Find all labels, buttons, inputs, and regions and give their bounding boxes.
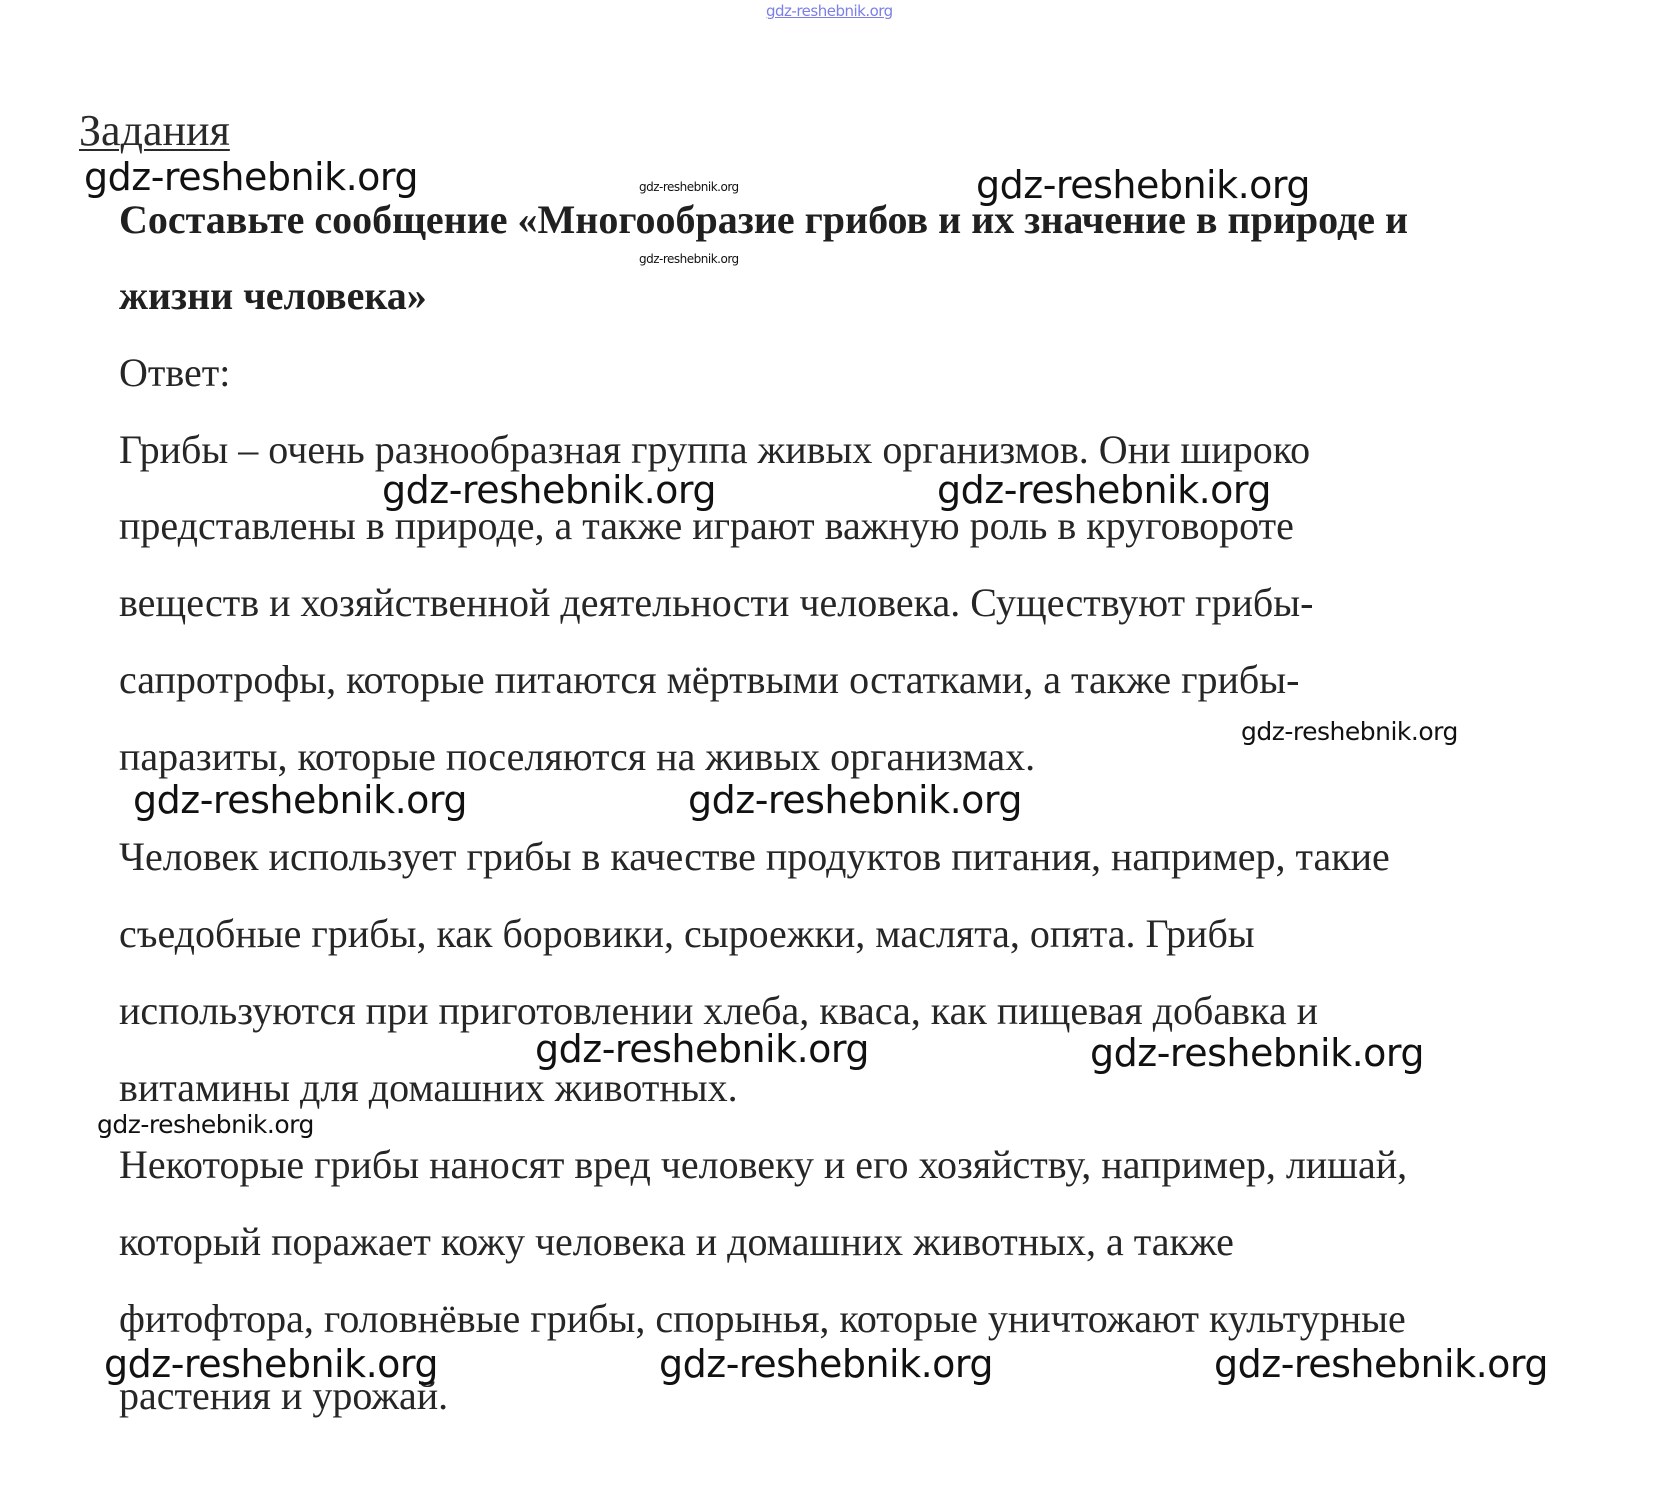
watermark: gdz-reshebnik.org — [976, 163, 1311, 207]
watermark-top-link[interactable]: gdz-reshebnik.org — [766, 2, 893, 20]
watermark: gdz-reshebnik.org — [1241, 717, 1458, 746]
watermark: gdz-reshebnik.org — [104, 1342, 439, 1386]
watermark: gdz-reshebnik.org — [382, 468, 717, 512]
task-line-2: жизни человека» — [119, 273, 427, 318]
watermark: gdz-reshebnik.org — [639, 252, 739, 266]
paragraph-3-line-3: фитофтора, головнёвые грибы, спорынья, которые уничтожают культурные — [119, 1296, 1406, 1341]
paragraph-1-line-5: паразиты, которые поселяются на живых организмах. — [119, 734, 1036, 779]
paragraph-1-line-1: Грибы – очень разнообразная группа живых организмов. Они широко — [119, 427, 1311, 472]
paragraph-1-line-2: представлены в природе, а также играют важную роль в круговороте — [119, 503, 1294, 548]
watermark: gdz-reshebnik.org — [535, 1027, 870, 1071]
paragraph-1-line-3: веществ и хозяйственной деятельности человека. Существуют грибы- — [119, 580, 1314, 625]
watermark: gdz-reshebnik.org — [659, 1342, 994, 1386]
answer-label: Ответ: — [119, 350, 231, 395]
watermark: gdz-reshebnik.org — [639, 180, 739, 194]
paragraph-1-line-4: сапротрофы, которые питаются мёртвыми остатками, а также грибы- — [119, 657, 1300, 702]
watermark: gdz-reshebnik.org — [688, 778, 1023, 822]
paragraph-3-line-2: который поражает кожу человека и домашних животных, а также — [119, 1219, 1234, 1264]
task-line-1: Составьте сообщение «Многообразие грибов и их значение в природе и — [119, 197, 1409, 242]
paragraph-3-line-1: Некоторые грибы наносят вред человеку и его хозяйству, например, лишай, — [119, 1142, 1408, 1187]
paragraph-2-line-3: используются при приготовлении хлеба, кваса, как пищевая добавка и — [119, 988, 1319, 1033]
watermark: gdz-reshebnik.org — [97, 1110, 314, 1139]
page-title: Задания — [79, 106, 230, 155]
watermark: gdz-reshebnik.org — [1090, 1031, 1425, 1075]
paragraph-3-line-4: растения и урожай. — [119, 1373, 449, 1418]
paragraph-2-line-4: витамины для домашних животных. — [119, 1065, 738, 1110]
paragraph-2-line-1: Человек использует грибы в качестве продуктов питания, например, такие — [119, 834, 1390, 879]
watermark: gdz-reshebnik.org — [84, 155, 419, 199]
watermark: gdz-reshebnik.org — [133, 778, 468, 822]
watermark: gdz-reshebnik.org — [1214, 1342, 1549, 1386]
watermark: gdz-reshebnik.org — [937, 468, 1272, 512]
paragraph-2-line-2: съедобные грибы, как боровики, сыроежки, маслята, опята. Грибы — [119, 911, 1255, 956]
